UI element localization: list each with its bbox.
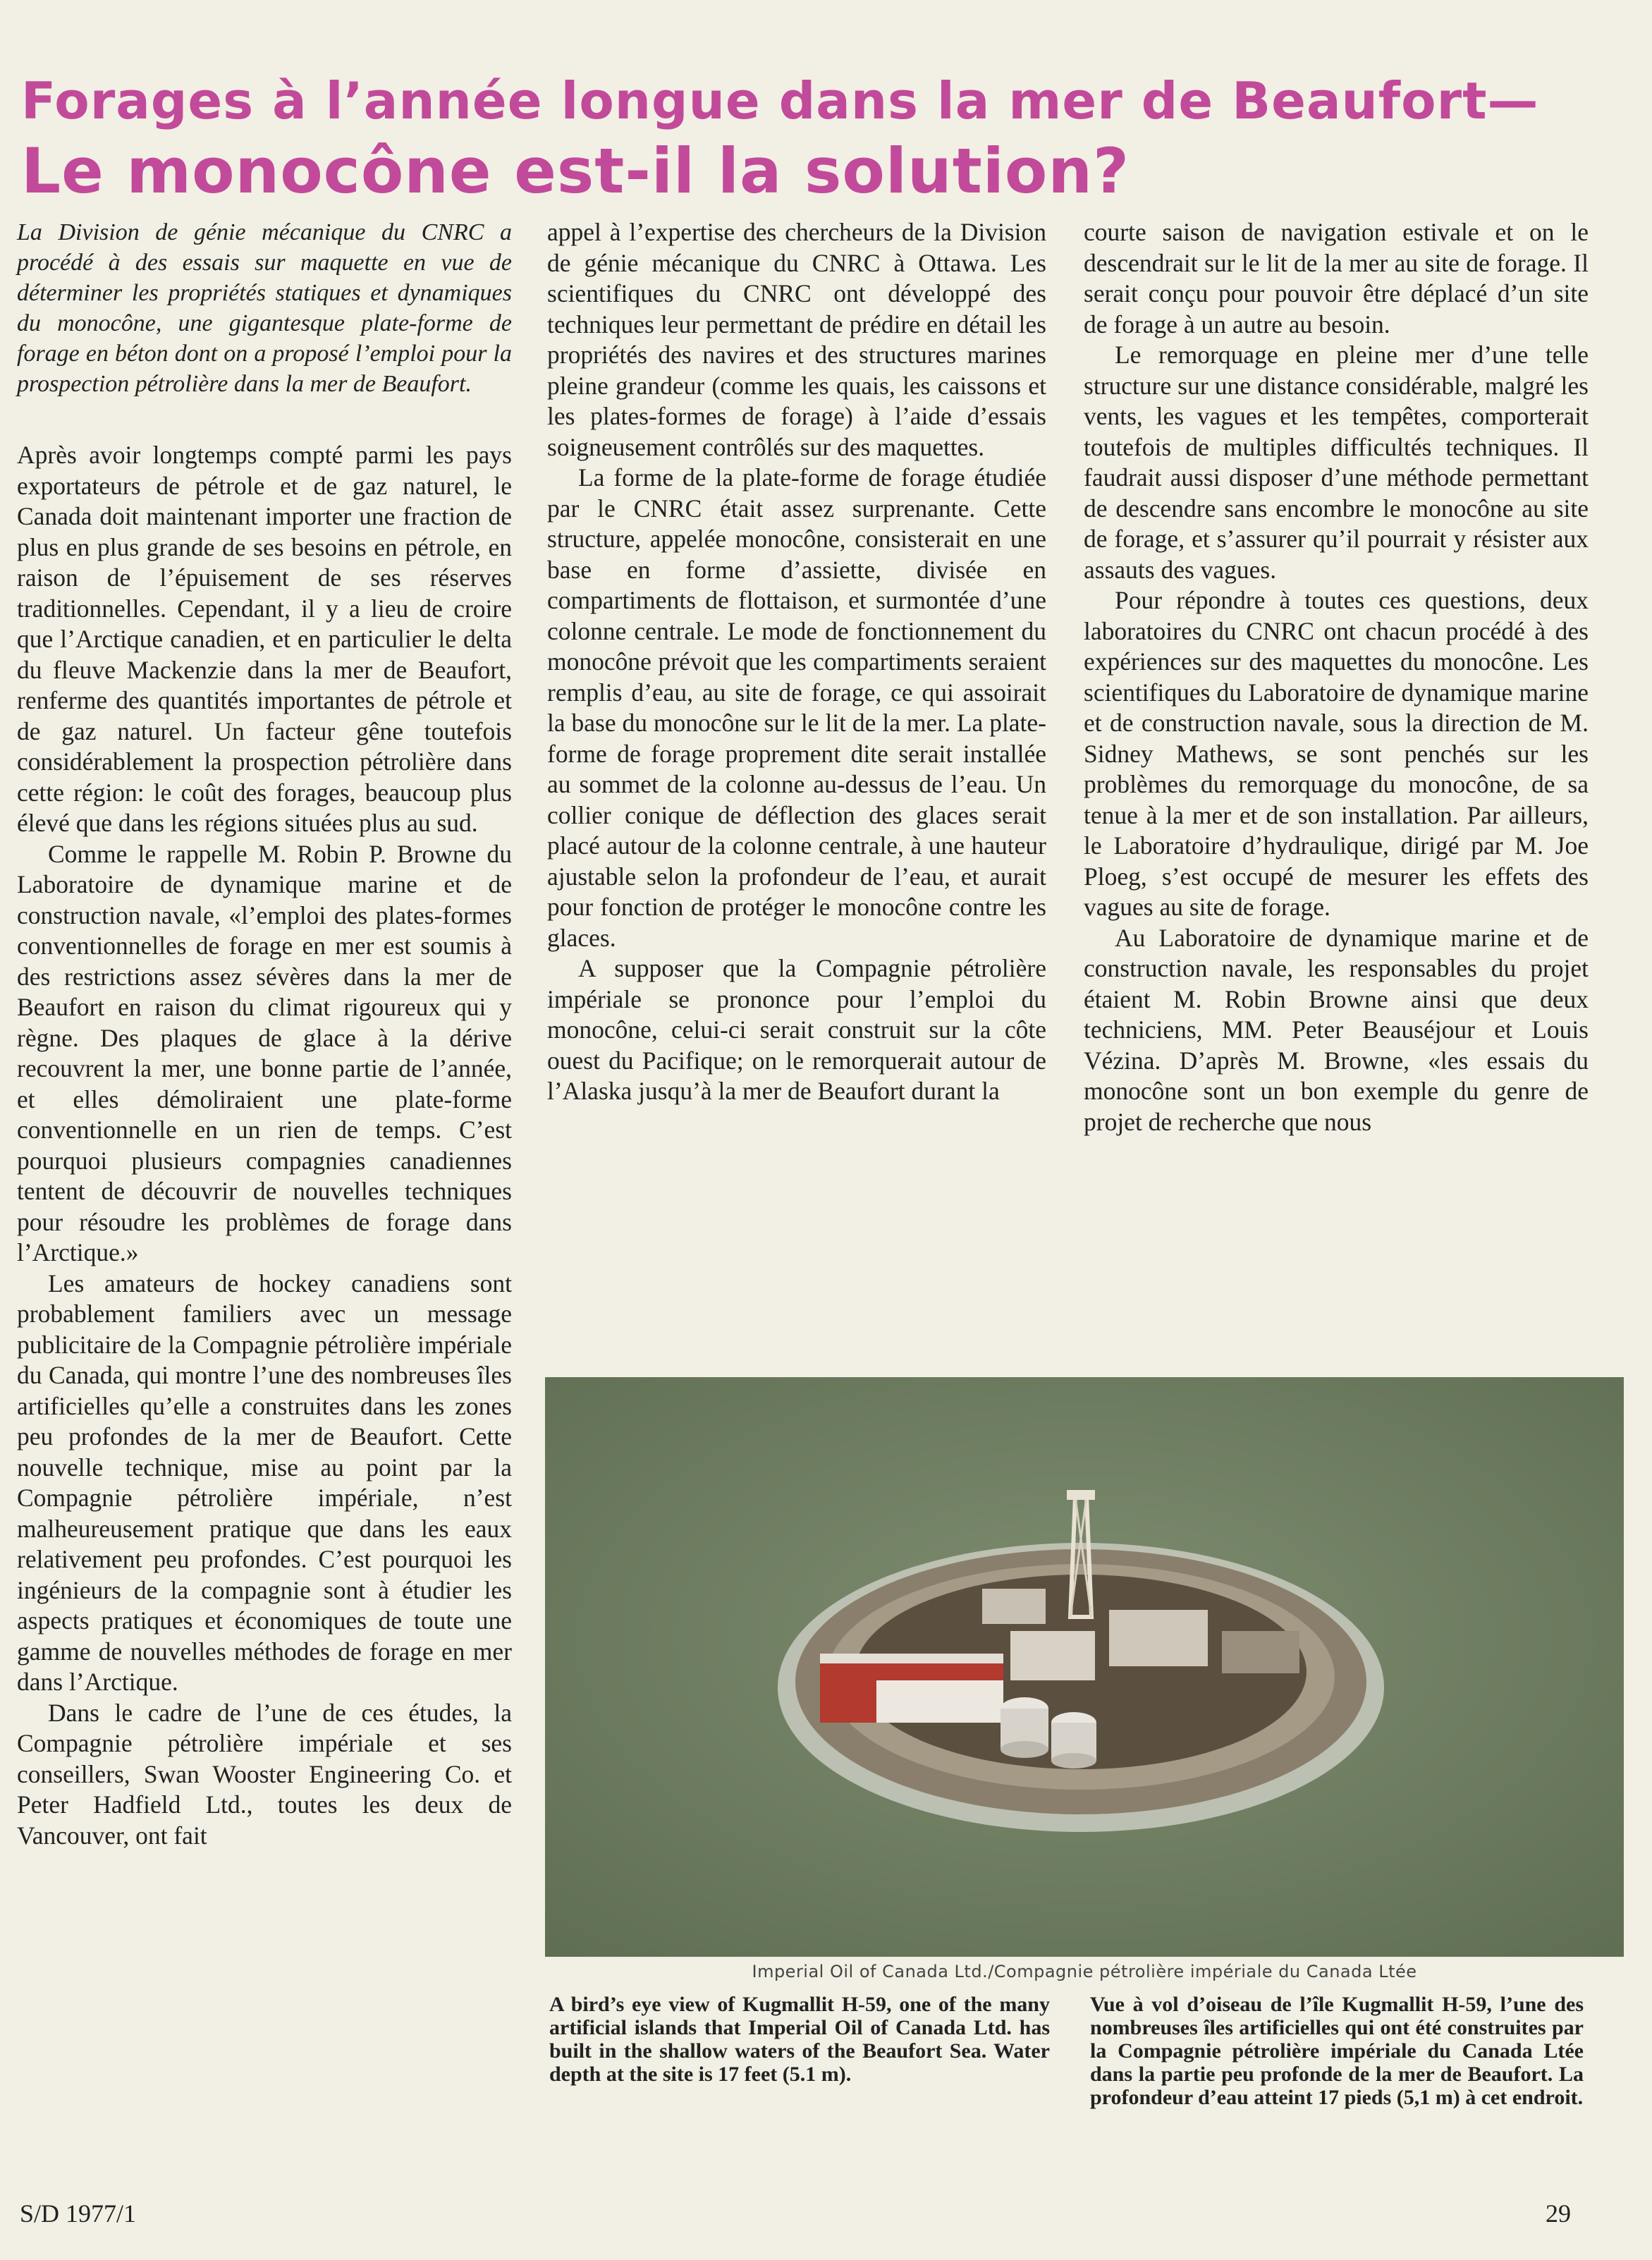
- text-column-1: [17, 217, 512, 1851]
- paragraph: Dans le cadre de l’une de ces études, la Compagnie pétrolière impériale et ses conseillers, Swan Wooster Engineering Co. et Peter Hadfield Ltd., toutes les deux de Vancouver, ont fait: [17, 1698, 512, 1850]
- issue-reference: S/D 1977/1: [20, 2199, 137, 2228]
- paragraph: Pour répondre à toutes ces questions, deux laboratoires du CNRC ont chacun procédé à des expériences sur des maquettes du monocône. Les scientifiques du Laboratoire de dynamique marine et de construction navale, sous la direction de M. Sidney Mathews, se sont penchés sur les problèmes du remorquage du monocône, de sa tenue à la mer et de son installation. Par ailleurs, le Laboratoire d’hydraulique, dirigé par M. Joe Ploeg, s’est occupé de mesurer les effets des vagues au site de forage.: [1084, 586, 1589, 921]
- page-number: 29: [1546, 2199, 1571, 2228]
- paragraph: Comme le rappelle M. Robin P. Browne du Laboratoire de dynamique marine et de construction navale, «l’emploi des plates-formes conventionnelles de forage en mer est soumis à des restrictions assez sévères dans la mer de Beaufort en raison du climat rigoureux qui y règne. Des plaques de glace à la dérive recouvrent la mer, une bonne partie de l’année, et elles démoliraient une plate-forme conventionnelle en un rien de temps. C’est pourquoi plusieurs compagnies canadiennes tentent de découvrir de nouvelles techniques pour résoudre les problèmes de forage dans l’Arctique.»: [17, 839, 512, 1266]
- text-column-3: [1084, 217, 1589, 1137]
- photo-caption-english: A bird’s eye view of Kugmallit H-59, one of the many artificial islands that Imperial Oil of Canada Ltd. has built in the shallow waters of the Beaufort Sea. Water depth at the site is 17 feet (5.1 m).: [549, 1993, 1050, 2086]
- paragraph: Les amateurs de hockey canadiens sont probablement familiers avec un message publicitaire de la Compagnie pétrolière impériale du Canada, qui montre l’une des nombreuses îles artificielles qu’elle a construites dans les zones peu profondes de la mer de Beaufort. Cette nouvelle technique, mise au point par la Compagnie pétrolière impériale, n’est malheureusement pratique que dans les eaux relativement peu profondes. C’est pourquoi les ingénieurs de la compagnie sont à étudier les aspects pratiques et économiques de toute une gamme de nouvelles méthodes de forage en mer dans l’Arctique.: [17, 1269, 512, 1696]
- paragraph: Le remorquage en pleine mer d’une telle structure sur une distance considérable, malgré les vents, les vagues et les tempêtes, comporterait toutefois de multiples difficultés techniques. Il faudrait aussi disposer d’une méthode permettant de descendre sans encombre le monocône au site de forage, et s’assurer qu’il pourrait y résister aux assauts des vagues.: [1084, 341, 1589, 584]
- island-illustration: [545, 1377, 1624, 1957]
- paragraph: Après avoir longtemps compté parmi les pays exportateurs de pétrole et de gaz naturel, le Canada doit maintenant importer une fraction de plus en plus grande de ses besoins en pétrole, en raison de l’épuisement de ses réserves traditionnelles. Cependant, il y a lieu de croire que l’Arctique canadien, et en particulier le delta du fleuve Mackenzie dans la mer de Beaufort, renferme des quantités importantes de pétrole et de gaz naturel. Un facteur gêne toutefois considérablement la prospection pétrolière dans cette région: le coût des forages, beaucoup plus élevé que dans les régions situées plus au sud.: [17, 441, 512, 837]
- title-line-1: Forages à l’année longue dans la mer de Beaufort—: [21, 71, 1539, 130]
- paragraph: A supposer que la Compagnie pétrolière impériale se prononce pour l’emploi du monocône, celui-ci serait construit sur la côte ouest du Pacifique; on le remorquerait autour de l’Alaska jusqu’à la mer de Beaufort durant la: [547, 954, 1046, 1105]
- paragraph: courte saison de navigation estivale et on le descendrait sur le lit de la mer au site de forage. Il serait conçu pour pouvoir être déplacé d’un site de forage à un autre au besoin.: [1084, 218, 1589, 338]
- paragraph: La forme de la plate-forme de forage étudiée par le CNRC était assez surprenante. Cette structure, appelée monocône, consisterait en une base en forme d’assiette, divisée en compartiments de flottaison, et surmontée d’une colonne centrale. Le mode de fonctionnement du monocône prévoit que les compartiments seraient remplis d’eau, au site de forage, ce qui assoirait la base du monocône sur le lit de la mer. La plate-forme de forage proprement dite serait installée au sommet de la colonne au-dessus de l’eau. Un collier conique de déflection des glaces serait placé autour de la colonne centrale, à une hauteur ajustable selon la profondeur de l’eau, et aurait pour fonction de protéger le monocône contre les glaces.: [547, 463, 1046, 952]
- artificial-island-photo: [545, 1377, 1624, 1957]
- paragraph: appel à l’expertise des chercheurs de la Division de génie mécanique du CNRC à Ottawa. Les scientifiques du CNRC ont développé des techniques leur permettant de prédire en détail les propriétés des navires et des structures marines pleine grandeur (comme les quais, les caissons et les plates-formes de forage) à l’aide d’essais soigneusement contrôlés sur des maquettes.: [547, 218, 1046, 461]
- photo-caption-french: Vue à vol d’oiseau de l’île Kugmallit H-59, l’une des nombreuses îles artificielles qui ont été construites par la Compagnie pétrolière impériale du Canada Ltée dans la partie peu profonde de la mer de Beaufort. La profondeur d’eau atteint 17 pieds (5,1 m) à cet endroit.: [1090, 1993, 1584, 2109]
- article-lead: La Division de génie mécanique du CNRC a procédé à des essais sur maquette en vue de déterminer les propriétés statiques et dynamiques du monocône, une gigantesque plate-forme de forage en béton dont on a proposé l’emploi pour la prospection pétrolière dans la mer de Beaufort.: [17, 219, 512, 397]
- title-line-2: Le monocône est-il la solution?: [21, 135, 1130, 207]
- text-column-2: [547, 217, 1046, 1107]
- article-title: [21, 67, 1629, 208]
- photo-credit: Imperial Oil of Canada Ltd./Compagnie pétrolière impériale du Canada Ltée: [752, 1962, 1417, 1981]
- paragraph: Au Laboratoire de dynamique marine et de construction navale, les responsables du projet étaient M. Robin Browne ainsi que deux techniciens, MM. Peter Beauséjour et Louis Vézina. D’après M. Browne, «les essais du monocône sont un bon exemple du genre de projet de recherche que nous: [1084, 923, 1589, 1136]
